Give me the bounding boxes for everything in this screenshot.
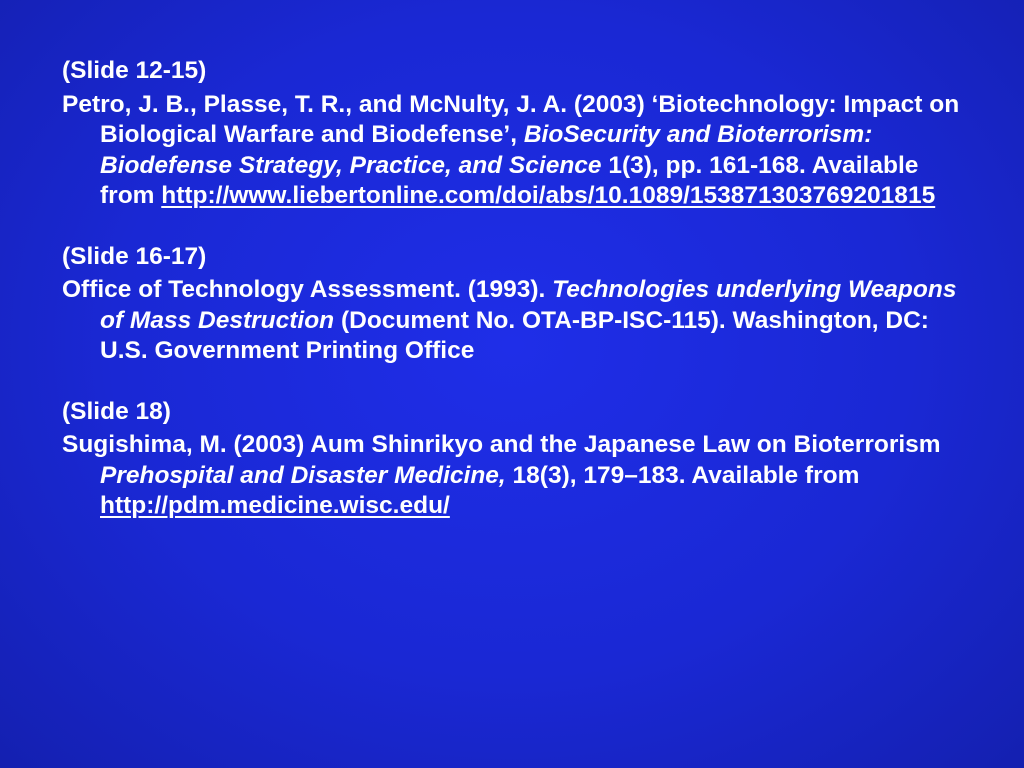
spacer xyxy=(62,212,962,242)
reference-link[interactable]: http://www.liebertonline.com/doi/abs/10.1089/153871303769201815 xyxy=(161,182,936,209)
reference-text: Sugishima, M. (2003) Aum Shinrikyo and the Japanese Law on Bioterrorism xyxy=(62,431,941,458)
reference-entry xyxy=(62,275,962,367)
reference-text-after: 1(3), pp. 161-168. Available from xyxy=(100,151,919,209)
spacer xyxy=(62,367,962,397)
reference-text-after: 18(3), 179–183. Available from xyxy=(505,461,860,489)
report-title: Technologies underlying Weapons of Mass Destruction xyxy=(100,276,957,334)
slide-range-heading: (Slide 16-17) xyxy=(62,242,207,270)
slide-range-heading: (Slide 12-15) xyxy=(62,57,207,84)
reference-entry xyxy=(62,90,962,212)
reference-entry xyxy=(62,430,962,522)
slide-range-heading: (Slide 18) xyxy=(62,397,171,425)
reference-text: Office of Technology Assessment. (1993). xyxy=(62,276,553,303)
reference-link[interactable]: http://pdm.medicine.wisc.edu/ xyxy=(100,492,450,519)
reference-block-1 xyxy=(62,56,962,212)
reference-text: Petro, J. B., Plasse, T. R., and McNulty, J. A. (2003) ‘Biotechnology: Impact on Biological Warfare and Biodefense’, xyxy=(62,90,960,148)
reference-text-after: (Document No. OTA-BP-ISC-115). Washington, DC: U.S. Government Printing Office xyxy=(100,306,929,364)
reference-block-2 xyxy=(62,242,962,367)
journal-title: Prehospital and Disaster Medicine, xyxy=(100,461,506,489)
reference-block-3 xyxy=(62,397,962,522)
journal-title: BioSecurity and Bioterrorism: Biodefense Strategy, Practice, and Science xyxy=(100,121,873,179)
reference-list xyxy=(62,56,962,522)
